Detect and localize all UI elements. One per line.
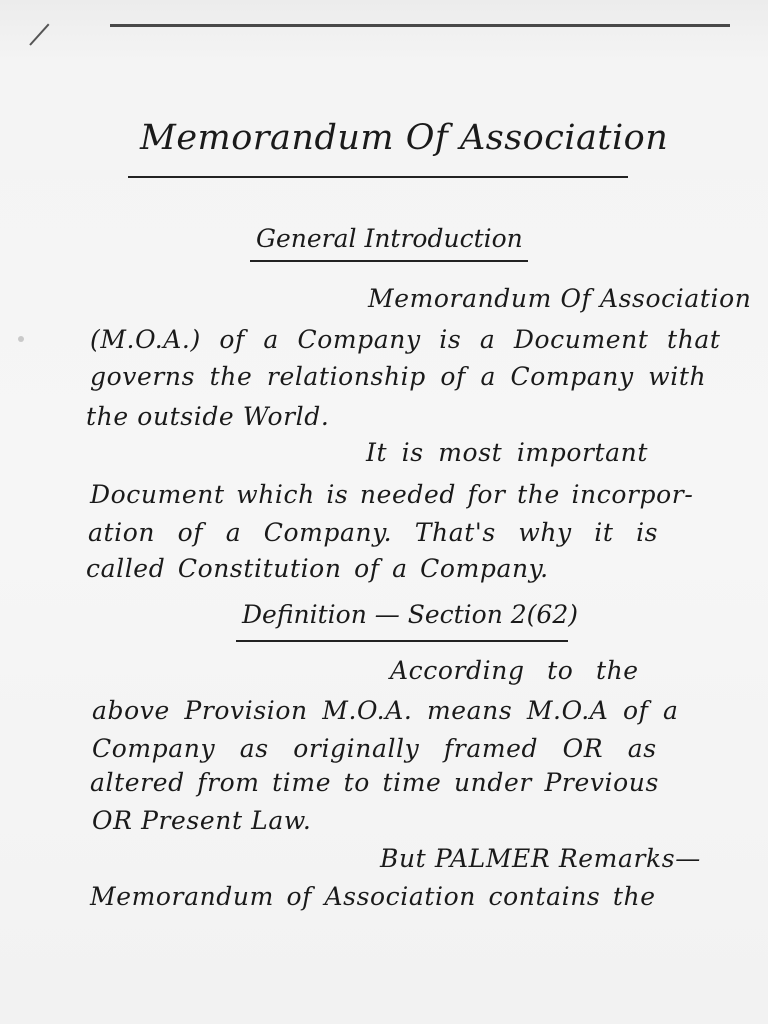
paper-speck bbox=[18, 336, 24, 342]
document-title: Memorandum Of Association bbox=[140, 118, 669, 158]
text-line: called Constitution of a Company. bbox=[86, 554, 549, 583]
text-line: altered from time to time under Previous bbox=[90, 768, 659, 797]
text-line: (M.O.A.) of a Company is a Document that bbox=[90, 325, 721, 354]
text-line: Memorandum of Association contains the bbox=[90, 882, 656, 911]
heading-general-introduction: General Introduction bbox=[256, 224, 523, 253]
title-underline bbox=[128, 176, 628, 178]
text-line: OR Present Law. bbox=[92, 806, 312, 835]
text-line: Memorandum Of Association bbox=[368, 284, 752, 313]
text-line: But PALMER Remarks— bbox=[380, 844, 701, 873]
text-line: According to the bbox=[390, 656, 639, 685]
page-top-edge bbox=[110, 24, 730, 27]
text-line: governs the relationship of a Company with bbox=[90, 362, 707, 391]
text-line: above Provision M.O.A. means M.O.A of a bbox=[92, 696, 679, 725]
heading-underline bbox=[236, 640, 568, 642]
heading-underline bbox=[250, 260, 528, 262]
pen-mark bbox=[29, 24, 49, 46]
text-line: Company as originally framed OR as bbox=[92, 734, 657, 763]
text-line: Document which is needed for the incorpor- bbox=[90, 480, 694, 509]
text-line: the outside World. bbox=[86, 402, 330, 431]
heading-definition: Definition — Section 2(62) bbox=[242, 600, 578, 629]
text-line: ation of a Company. That's why it is bbox=[88, 518, 659, 547]
text-line: It is most important bbox=[366, 438, 649, 467]
